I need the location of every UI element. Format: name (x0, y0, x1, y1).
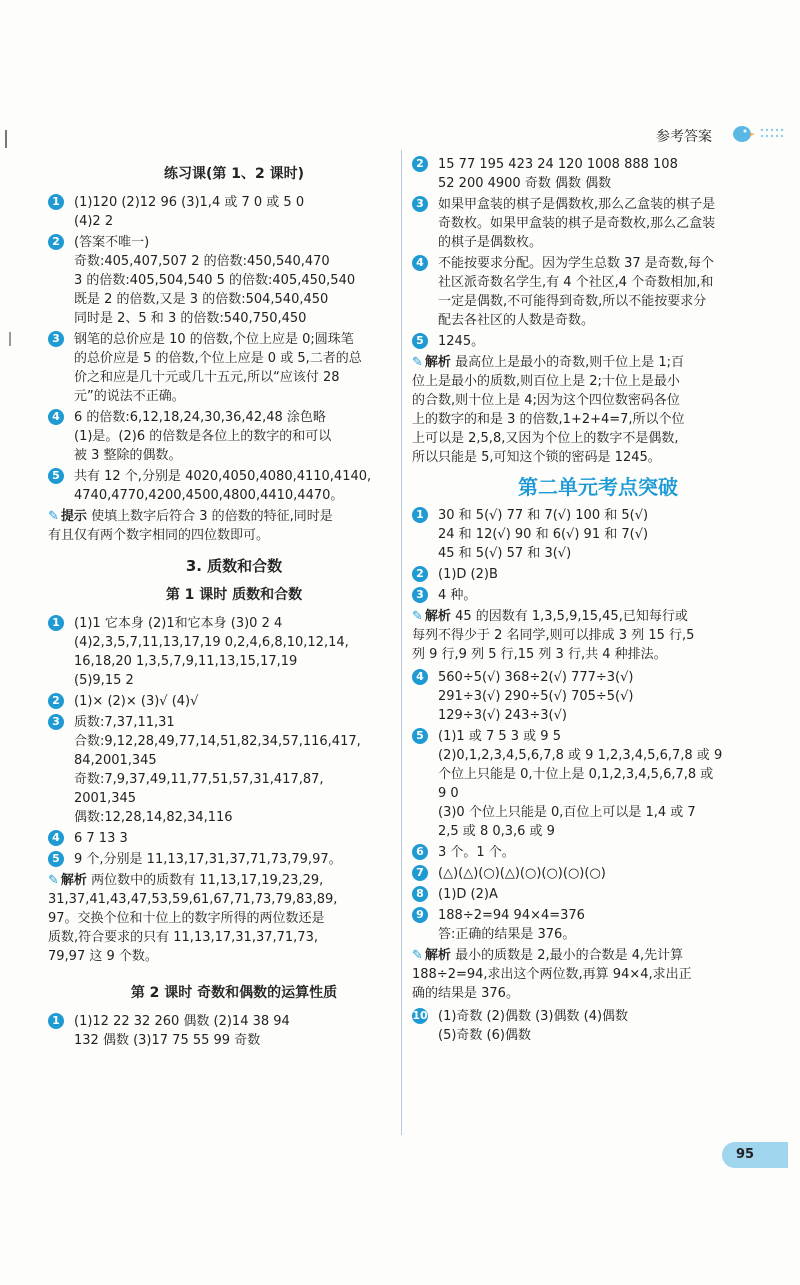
right-column (412, 155, 784, 1047)
analysis-line: 31,37,41,43,47,53,59,61,67,71,73,79,83,89, (48, 892, 338, 907)
pencil-icon: ✎ (412, 948, 423, 963)
question-number-badge: 9 (412, 907, 428, 923)
analysis-line: 确的结果是 376。 (412, 986, 519, 1001)
answer-item (48, 467, 420, 505)
answer-line: (5)奇数 (6)偶数 (438, 1028, 531, 1043)
analysis-line: 列 9 行,9 列 5 行,15 列 3 行,共 4 种排法。 (412, 647, 667, 662)
analysis-line: 两位数中的质数有 11,13,17,19,23,29, (91, 873, 324, 888)
answer-line: 合数:9,12,28,49,77,14,51,82,34,57,116,417, (74, 734, 361, 749)
analysis-tag: 解析 (60, 873, 87, 888)
practice-title: 练习课(第 1、2 课时) (163, 166, 305, 182)
answer-line: 6 的倍数:6,12,18,24,30,36,42,48 涂色略 (74, 410, 326, 425)
answer-line: 16,18,20 1,3,5,7,9,11,13,15,17,19 (74, 654, 298, 669)
page-number: 95 (722, 1142, 788, 1168)
answer-item (412, 254, 784, 330)
question-number-badge: 5 (412, 333, 428, 349)
answer-line: (1)1 它本身 (2)1和它本身 (3)0 2 4 (74, 616, 283, 631)
answer-line: (1)120 (2)12 96 (3)1,4 或 7 0 或 5 0 (74, 195, 305, 210)
answer-line: 291÷3(√) 290÷5(√) 705÷5(√) (438, 689, 634, 704)
lesson-title: 第 1 课时 质数和合数 (165, 587, 303, 603)
analysis-tag: 解析 (424, 355, 451, 370)
hint-tag: 提示 (60, 509, 87, 524)
answer-line: 3 的倍数:405,504,540 5 的倍数:405,450,540 (74, 273, 356, 288)
answer-line: (1)12 22 32 260 偶数 (2)14 38 94 (74, 1014, 290, 1029)
analysis-line: 位上是最小的质数,则百位上是 2;十位上是最小 (412, 374, 680, 389)
answer-item (48, 408, 420, 465)
question-number-badge: 7 (412, 865, 428, 881)
answer-line: (5)9,15 2 (74, 673, 134, 688)
analysis-line: 上的数字的和是 3 的倍数,1+2+4=7,所以个位 (412, 412, 685, 427)
question-number-badge: 4 (412, 669, 428, 685)
analysis-line: 所以只能是 5,可知这个锁的密码是 1245。 (412, 450, 661, 465)
answer-list (412, 155, 784, 351)
question-number-badge: 5 (48, 851, 64, 867)
answer-line: 45 和 5(√) 57 和 3(√) (438, 546, 572, 561)
pencil-icon: ✎ (412, 609, 423, 624)
answer-line: 3 个。1 个。 (438, 845, 515, 860)
answer-item (412, 155, 784, 193)
question-number-badge: 6 (412, 844, 428, 860)
pencil-icon: ✎ (48, 873, 59, 888)
hint-line: 使填上数字后符合 3 的倍数的特征,同时是 (91, 509, 333, 524)
answer-item (412, 332, 784, 351)
answer-item (48, 829, 420, 848)
answer-list (48, 1012, 420, 1050)
answer-line: (4)2 2 (74, 214, 114, 229)
answer-line: 答:正确的结果是 376。 (438, 927, 576, 942)
answer-item (412, 668, 784, 725)
section-title: 3. 质数和合数 (185, 557, 283, 575)
answer-item (48, 1012, 420, 1050)
analysis-line: 质数,符合要求的只有 11,13,17,31,37,71,73, (48, 930, 318, 945)
answer-key-label: 参考答案 (656, 129, 712, 145)
answer-line: 奇数:405,407,507 2 的倍数:450,540,470 (74, 254, 330, 269)
hint-block (48, 507, 420, 545)
question-number-badge: 1 (412, 507, 428, 523)
analysis-line: 45 的因数有 1,3,5,9,15,45,已知每行或 (455, 609, 688, 624)
answer-line: 既是 2 的倍数,又是 3 的倍数:504,540,450 (74, 292, 329, 307)
answer-line: 15 77 195 423 24 120 1008 888 108 (438, 157, 678, 172)
answer-line: (1)1 或 7 5 3 或 9 5 (438, 729, 561, 744)
answer-item (412, 727, 784, 841)
answer-line: 偶数:12,28,14,82,34,116 (74, 810, 233, 825)
answer-line: 个位上只能是 0,十位上是 0,1,2,3,4,5,6,7,8 或 (438, 767, 714, 782)
answer-item (412, 906, 784, 944)
answer-line: 9 个,分别是 11,13,17,31,37,71,73,79,97。 (74, 852, 342, 867)
scan-mark (9, 332, 11, 346)
answer-line: (2)0,1,2,3,4,5,6,7,8 或 9 1,2,3,4,5,6,7,8 或 9 (438, 748, 723, 763)
answer-line: 被 3 整除的偶数。 (74, 448, 182, 463)
answer-item (48, 713, 420, 827)
analysis-block (412, 946, 784, 1003)
question-number-badge: 4 (48, 830, 64, 846)
analysis-line: 的合数,则十位上是 4;因为这个四位数密码各位 (412, 393, 680, 408)
question-number-badge: 4 (48, 409, 64, 425)
bird-mascot-icon (728, 118, 788, 148)
answer-item (48, 330, 420, 406)
answer-line: (4)2,3,5,7,11,13,17,19 0,2,4,6,8,10,12,14, (74, 635, 349, 650)
answer-list (48, 193, 420, 505)
answer-line: (1)× (2)× (3)√ (4)√ (74, 694, 199, 709)
question-number-badge: 3 (412, 196, 428, 212)
analysis-block (412, 607, 784, 664)
answer-line: 元”的说法不正确。 (74, 389, 185, 404)
hint-line: 有且仅有两个数字相同的四位数即可。 (48, 528, 270, 543)
analysis-line: 188÷2=94,求出这个两位数,再算 94×4,求出正 (412, 967, 692, 982)
answer-line: (3)0 个位上只能是 0,百位上可以是 1,4 或 7 (438, 805, 696, 820)
answer-line: (1)是。(2)6 的倍数是各位上的数字的和可以 (74, 429, 332, 444)
answer-item (412, 864, 784, 883)
answer-line: 共有 12 个,分别是 4020,4050,4080,4110,4140, (74, 469, 372, 484)
answer-item (412, 843, 784, 862)
analysis-line: 79,97 这 9 个数。 (48, 949, 158, 964)
answer-item (412, 1007, 784, 1045)
answer-line: 2001,345 (74, 791, 137, 806)
answer-line: 2,5 或 8 0,3,6 或 9 (438, 824, 555, 839)
answer-item (48, 193, 420, 231)
answer-list (48, 614, 420, 869)
answer-line: 的总价应是 5 的倍数,个位上应是 0 或 5,二者的总 (74, 351, 362, 366)
analysis-line: 上可以是 2,5,8,又因为个位上的数字不是偶数, (412, 431, 679, 446)
answer-item (412, 586, 784, 605)
question-number-badge: 1 (48, 194, 64, 210)
question-number-badge: 10 (412, 1009, 428, 1022)
question-number-badge: 2 (412, 566, 428, 582)
answer-line: 的棋子是偶数枚。 (438, 235, 543, 250)
answer-line: 1245。 (438, 334, 485, 349)
question-number-badge: 1 (48, 1013, 64, 1029)
answer-item (48, 850, 420, 869)
answer-line: 188÷2=94 94×4=376 (438, 908, 585, 923)
question-number-badge: 2 (48, 693, 64, 709)
answer-line: 奇数枚。如果甲盒装的棋子是奇数枚,那么乙盒装 (438, 216, 716, 231)
question-number-badge: 3 (412, 587, 428, 603)
answer-line: 同时是 2、5 和 3 的倍数:540,750,450 (74, 311, 307, 326)
analysis-line: 最高位上是最小的奇数,则千位上是 1;百 (455, 355, 684, 370)
answer-list (412, 668, 784, 944)
question-number-badge: 2 (48, 234, 64, 250)
answer-item (48, 233, 420, 328)
question-number-badge: 5 (412, 728, 428, 744)
answer-item (48, 614, 420, 690)
analysis-line: 最小的质数是 2,最小的合数是 4,先计算 (455, 948, 684, 963)
answer-line: (1)奇数 (2)偶数 (3)偶数 (4)偶数 (438, 1009, 629, 1024)
analysis-line: 97。交换个位和十位上的数字所得的两位数还是 (48, 911, 325, 926)
answer-line: 社区派奇数名学生,有 4 个社区,4 个奇数相加,和 (438, 275, 714, 290)
answer-line: 52 200 4900 奇数 偶数 偶数 (438, 176, 612, 191)
answer-line: 一定是偶数,不可能得到奇数,所以不能按要求分 (438, 294, 707, 309)
answer-line: 奇数:7,9,37,49,11,77,51,57,31,417,87, (74, 772, 324, 787)
answer-line: (答案不唯一) (74, 235, 150, 250)
question-number-badge: 2 (412, 156, 428, 172)
answer-line: 4740,4770,4200,4500,4800,4410,4470。 (74, 488, 344, 503)
analysis-line: 每列不得少于 2 名同学,则可以排成 3 列 15 行,5 (412, 628, 695, 643)
answer-line: 如果甲盒装的棋子是偶数枚,那么乙盒装的棋子是 (438, 197, 716, 212)
pencil-icon: ✎ (412, 355, 423, 370)
answer-line: 560÷5(√) 368÷2(√) 777÷3(√) (438, 670, 634, 685)
answer-line: 不能按要求分配。因为学生总数 37 是奇数,每个 (438, 256, 714, 271)
analysis-tag: 解析 (424, 609, 451, 624)
answer-line: 30 和 5(√) 77 和 7(√) 100 和 5(√) (438, 508, 649, 523)
answer-line: 132 偶数 (3)17 75 55 99 奇数 (74, 1033, 261, 1048)
question-number-badge: 3 (48, 331, 64, 347)
answer-list (412, 506, 784, 605)
answer-line: 钢笔的总价应是 10 的倍数,个位上应是 0;圆珠笔 (74, 332, 354, 347)
answer-item (48, 692, 420, 711)
answer-item (412, 195, 784, 252)
answer-item (412, 885, 784, 904)
analysis-block (412, 353, 784, 467)
analysis-tag: 解析 (424, 948, 451, 963)
answer-line: 价之和应是几十元或几十五元,所以“应该付 28 (74, 370, 340, 385)
answer-item (412, 565, 784, 584)
left-column (48, 155, 420, 1052)
answer-line: 4 种。 (438, 588, 477, 603)
answer-list (412, 1007, 784, 1045)
answer-line: 9 0 (438, 786, 459, 801)
answer-line: 129÷3(√) 243÷3(√) (438, 708, 567, 723)
answer-item (412, 506, 784, 563)
question-number-badge: 3 (48, 714, 64, 730)
scan-mark (5, 130, 7, 148)
answer-line: 质数:7,37,11,31 (74, 715, 175, 730)
answer-line: (1)D (2)B (438, 567, 498, 582)
analysis-block (48, 871, 420, 966)
question-number-badge: 4 (412, 255, 428, 271)
lesson-title: 第 2 课时 奇数和偶数的运算性质 (130, 985, 338, 1001)
question-number-badge: 8 (412, 886, 428, 902)
answer-line: 6 7 13 3 (74, 831, 128, 846)
answer-line: (△)(△)(○)(△)(○)(○)(○)(○) (438, 866, 606, 881)
unit-title: 第二单元考点突破 (518, 475, 678, 499)
answer-line: 84,2001,345 (74, 753, 157, 768)
question-number-badge: 5 (48, 468, 64, 484)
answer-line: (1)D (2)A (438, 887, 498, 902)
pencil-icon: ✎ (48, 509, 59, 524)
answer-line: 24 和 12(√) 90 和 6(√) 91 和 7(√) (438, 527, 649, 542)
answer-line: 配去各社区的人数是奇数。 (438, 313, 595, 328)
question-number-badge: 1 (48, 615, 64, 631)
